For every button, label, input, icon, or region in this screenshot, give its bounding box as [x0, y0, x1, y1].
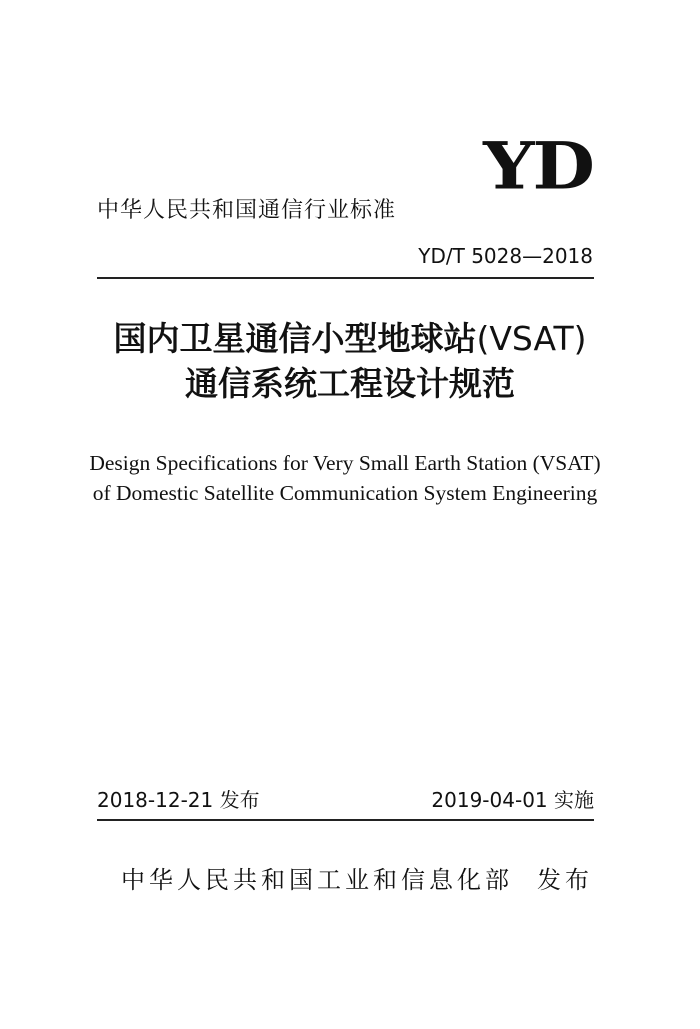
issuer-name: 中华人民共和国工业和信息化部: [121, 866, 513, 894]
yd-logo: YD: [483, 127, 593, 204]
title-en-line1: Design Specifications for Very Small Earth Station (VSAT): [89, 451, 601, 475]
issuer-action: 发布: [537, 866, 593, 894]
title-en-line2: of Domestic Satellite Communication System Engineering: [92, 481, 598, 505]
title-cn-line2: 通信系统工程设计规范: [185, 364, 515, 403]
release-date: 2018-12-21 发布: [97, 788, 260, 812]
title-cn-line1-latin: (VSAT): [476, 319, 587, 358]
title-cn-line1: [100, 318, 600, 360]
bottom-divider: [97, 819, 594, 821]
issuing-authority: [121, 864, 593, 896]
standard-category: 中华人民共和国通信行业标准: [97, 198, 397, 223]
implementation-date: 2019-04-01 实施: [431, 788, 594, 812]
standard-number: YD/T 5028—2018: [418, 244, 593, 268]
title-cn-line1-main: 国内卫星通信小型地球站: [113, 319, 477, 358]
top-divider: [97, 277, 594, 279]
